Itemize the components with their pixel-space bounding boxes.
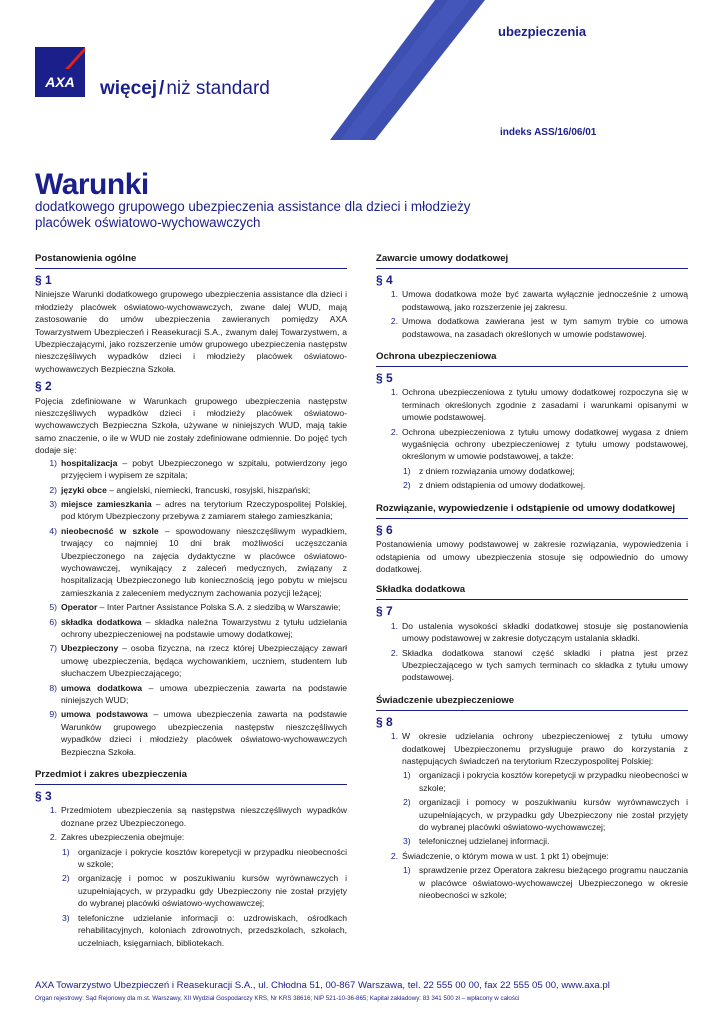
list-item: 6) składka dodatkowa – składka należna Towarzystwu z tytułu udzielania ochrony ubezpieczeniowej na podstawie umowy dodatkowej;: [49, 616, 347, 639]
diagonal-stripe-graphic: [330, 0, 530, 140]
footer-registry: Organ rejestrowy: Sąd Rejonowy dla m.st. Warszawy, XII Wydział Gospodarczy KRS, Nr KRS 38616; NIP 521-10-36-865; Kapitał zakładowy: 83 341 500 zł – wpłacony w całości: [35, 995, 520, 1002]
footer-address: AXA Towarzystwo Ubezpieczeń i Reasekuracji S.A., ul. Chłodna 51, 00-867 Warszawa, tel. 22 555 00 00, fax 22 555 05 00, www.axa.pl: [35, 980, 610, 991]
tagline: [100, 78, 270, 100]
section-heading: Przedmiot i zakres ubezpieczenia: [35, 769, 347, 785]
list-item: 9) umowa podstawowa – umowa ubezpieczenia zawarta na podstawie Warunków grupowego ubezpieczenia następstw nieszczęśliwych wypadków dzieci i młodzieży placówek oświatowo-wychowawczych Bezpieczna Szkoła.: [49, 709, 347, 757]
svg-text:AXA: AXA: [45, 74, 75, 90]
list-item: 1. Umowa dodatkowa może być zawarta wyłącznie jednocześnie z umową podstawową, jako rozszerzenie jej zakresu.: [390, 289, 688, 312]
axa-logo-icon: [35, 47, 85, 97]
list-item: 1) organizacje i pokrycie kosztów korepetycji w przypadku nieobecności w szkole;: [62, 846, 347, 870]
numbered-list: [376, 386, 688, 462]
numbered-list: [376, 288, 688, 340]
numbered-list: [35, 804, 347, 843]
paragraph-text: Niniejsze Warunki dodatkowego grupowego ubezpieczenia assistance dla dzieci i młodzieży placówek oświatowo-wychowawczych, zwane dalej WUD, mają zastosowanie do umów ubezpieczenia zawieranych pomiędzy AXA Towarzystwem Ubezpieczeń i Reasekuracji S.A., zwanym dalej Towarzystwem, a Ubezpieczającymi, jako rozszerzenie umów grupowego ubezpieczenia następstw nieszczęśliwych wypadków dzieci i młodzieży placówek oświatowo-wychowawczych Bezpieczna Szkoła.: [35, 289, 347, 374]
paragraph-number: § 8: [376, 714, 393, 729]
paragraph-number: § 6: [376, 522, 393, 537]
list-item: 2. Składka dodatkowa stanowi część składki i płatna jest przez Ubezpieczającego w tych samych terminach co składka z tytułu umowy podstawowej.: [390, 647, 688, 683]
sub-list: [403, 769, 688, 847]
numbered-list: [376, 850, 688, 862]
tagline-rest: niż standard: [166, 78, 270, 99]
category-label: ubezpieczenia: [498, 24, 587, 39]
sub-list: [403, 864, 688, 901]
list-item: 4) nieobecność w szkole – spowodowany nieszczęśliwym wypadkiem, trwający co najmniej 10 dni brak możliwości uczęszczania Ubezpieczonego na zajęcia dydaktyczne w placówce oświatowo-wychowawczej, wynikający z zaleceń medycznych, związany z hospitalizacją Ubezpieczonego lub koniecznością jego pobytu w miejscu zamieszkania z zaleceniem medycznym zachowania pozycji leżącej;: [49, 525, 347, 598]
list-item: 1) hospitalizacja – pobyt Ubezpieczonego w szpitalu, potwierdzony jego przyjęciem i wypisem ze szpitala;: [49, 457, 347, 481]
list-item: 3) miejsce zamieszkania – adres na terytorium Rzeczypospolitej Polskiej, pod którym Ubezpieczony przebywa z zamiarem stałego zamieszkania;: [49, 498, 347, 522]
list-item: 2) z dniem odstąpienia od umowy dodatkowej.: [403, 480, 586, 491]
list-item: 7) Ubezpieczony – osoba fizyczna, na rzecz której Ubezpieczający zawarł umowę ubezpieczenia, będąca wychowankiem, uczniem, studentem lub słuchaczem Ubezpieczającego;: [49, 643, 347, 679]
list-item: 2. Świadczenie, o którym mowa w ust. 1 pkt 1) obejmuje:: [390, 850, 609, 861]
list-item: 8) umowa dodatkowa – umowa ubezpieczenia zawarta na podstawie niniejszych WUD;: [49, 682, 348, 705]
page-subtitle: dodatkowego grupowego ubezpieczenia assistance dla dzieci i młodzieży placówek oświatowo-wychowawczych: [35, 199, 471, 230]
numbered-list: [376, 620, 688, 684]
slash-icon: /: [159, 78, 165, 99]
paragraph-number: § 3: [35, 789, 52, 804]
paragraph-number: § 5: [376, 371, 393, 386]
list-item: 1) sprawdzenie przez Operatora zakresu bieżącego programu nauczania w placówce oświatowo-wychowawczej Ubezpieczonego w okresie nieobecności w szkole;: [403, 865, 688, 901]
list-item: 2) organizację i pomoc w poszukiwaniu kursów wyrównawczych i uzupełniających, w przypadku gdy Ubezpieczony nie został przyjęty do wybranej placówki oświatowo-wychowawczej;: [62, 873, 347, 909]
list-item: 2) organizacji i pomocy w poszukiwaniu kursów wyrównawczych i uzupełniających, w przypadku gdy Ubezpieczony nie został przyjęty do wybranej placówki oświatowo-wychowawczej;: [403, 797, 688, 832]
numbered-list: [376, 730, 688, 767]
left-column: [35, 253, 347, 951]
section-heading: Zawarcie umowy dodatkowej: [376, 253, 688, 269]
section-heading: Ochrona ubezpieczeniowa: [376, 351, 688, 367]
list-item: 1. Ochrona ubezpieczeniowa z tytułu umowy dodatkowej rozpoczyna się w terminach określonych zgodnie z zasadami i warunkami opisanymi w umowie podstawowej.: [390, 387, 688, 423]
paragraph-number: § 1: [35, 273, 52, 287]
section-heading: Świadczenie ubezpieczeniowe: [376, 695, 688, 711]
document-index: indeks ASS/16/06/01: [500, 127, 597, 138]
paragraph-number: § 2: [35, 379, 52, 394]
list-item: 2) języki obce – angielski, niemiecki, francuski, rosyjski, hiszpański;: [49, 484, 311, 495]
section-heading: Postanowienia ogólne: [35, 253, 347, 269]
list-item: 2. Zakres ubezpieczenia obejmuje:: [49, 832, 185, 843]
section-heading: Rozwiązanie, wypowiedzenie i odstąpienie od umowy dodatkowej: [376, 503, 688, 519]
list-item: 2. Umowa dodatkowa zawierana jest w tym samym trybie co umowa podstawowa, na zasadach określonych w umowie podstawowej.: [390, 316, 688, 339]
paragraph-number: § 4: [376, 273, 393, 287]
section-heading: Składka dodatkowa: [376, 584, 688, 600]
list-item: 3) telefonicznej udzielanej informacji.: [403, 836, 550, 847]
paragraph-text: Pojęcia zdefiniowane w Warunkach grupowego ubezpieczenia następstw nieszczęśliwych wypadków dzieci i młodzieży placówek oświatowo-wychowawczych Bezpieczna Szkoła, używane w niniejszych WUD, mają takie samo znaczenie, o ile w WUD nie zostały zdefiniowane odmiennie. Do pojęć tych dodaje się:: [35, 395, 347, 456]
list-item: 3) telefoniczne udzielanie informacji o: uzdrowiskach, ośrodkach rehabilitacyjnych, koloniach zdrowotnych, przedszkolach, szkołach, uczelniach, księgarniach, bibliotekach.: [62, 912, 347, 948]
page-title: Warunki: [35, 168, 149, 201]
tagline-bold: więcej: [100, 78, 158, 99]
list-item: 1) organizacji i pokrycia kosztów korepetycji w przypadku nieobecności w szkole;: [403, 770, 688, 793]
paragraph-text: Postanowienia umowy podstawowej w zakresie rozwiązania, wypowiedzenia i odstąpienia od umowy ubezpieczenia stosuje się odpowiednio do umowy dodatkowej.: [376, 539, 688, 574]
definitions-list: [35, 457, 347, 758]
list-item: 5) Operator – Inter Partner Assistance Polska S.A. z siedzibą w Warszawie;: [49, 602, 341, 613]
list-item: 1. W okresie udzielania ochrony ubezpieczeniowej z tytułu umowy dodatkowej Ubezpieczonemu przysługuje prawo do korzystania z następujących świadczeń na terytorium Rzeczypospolitej Polskiej:: [390, 731, 688, 766]
list-item: 1. Przedmiotem ubezpieczenia są następstwa nieszczęśliwych wypadków doznane przez Ubezpieczonego.: [49, 805, 347, 828]
paragraph-number: § 7: [376, 604, 393, 619]
list-item: 2. Ochrona ubezpieczeniowa z tytułu umowy dodatkowej wygasa z dniem wygaśnięcia ochrony ubezpieczeniowej z tytułu umowy podstawowej, określonym w umowie podstawowej, a także:: [390, 426, 688, 462]
axa-logo: [35, 47, 85, 97]
list-item: 1. Do ustalenia wysokości składki dodatkowej stosuje się postanowienia umowy podstawowej w zakresie dotyczącym ustalania składki.: [390, 620, 688, 644]
sub-list: [403, 465, 688, 492]
list-item: 1) z dniem rozwiązania umowy dodatkowej;: [403, 465, 575, 476]
sub-list: [62, 846, 347, 949]
right-column: [376, 253, 688, 903]
